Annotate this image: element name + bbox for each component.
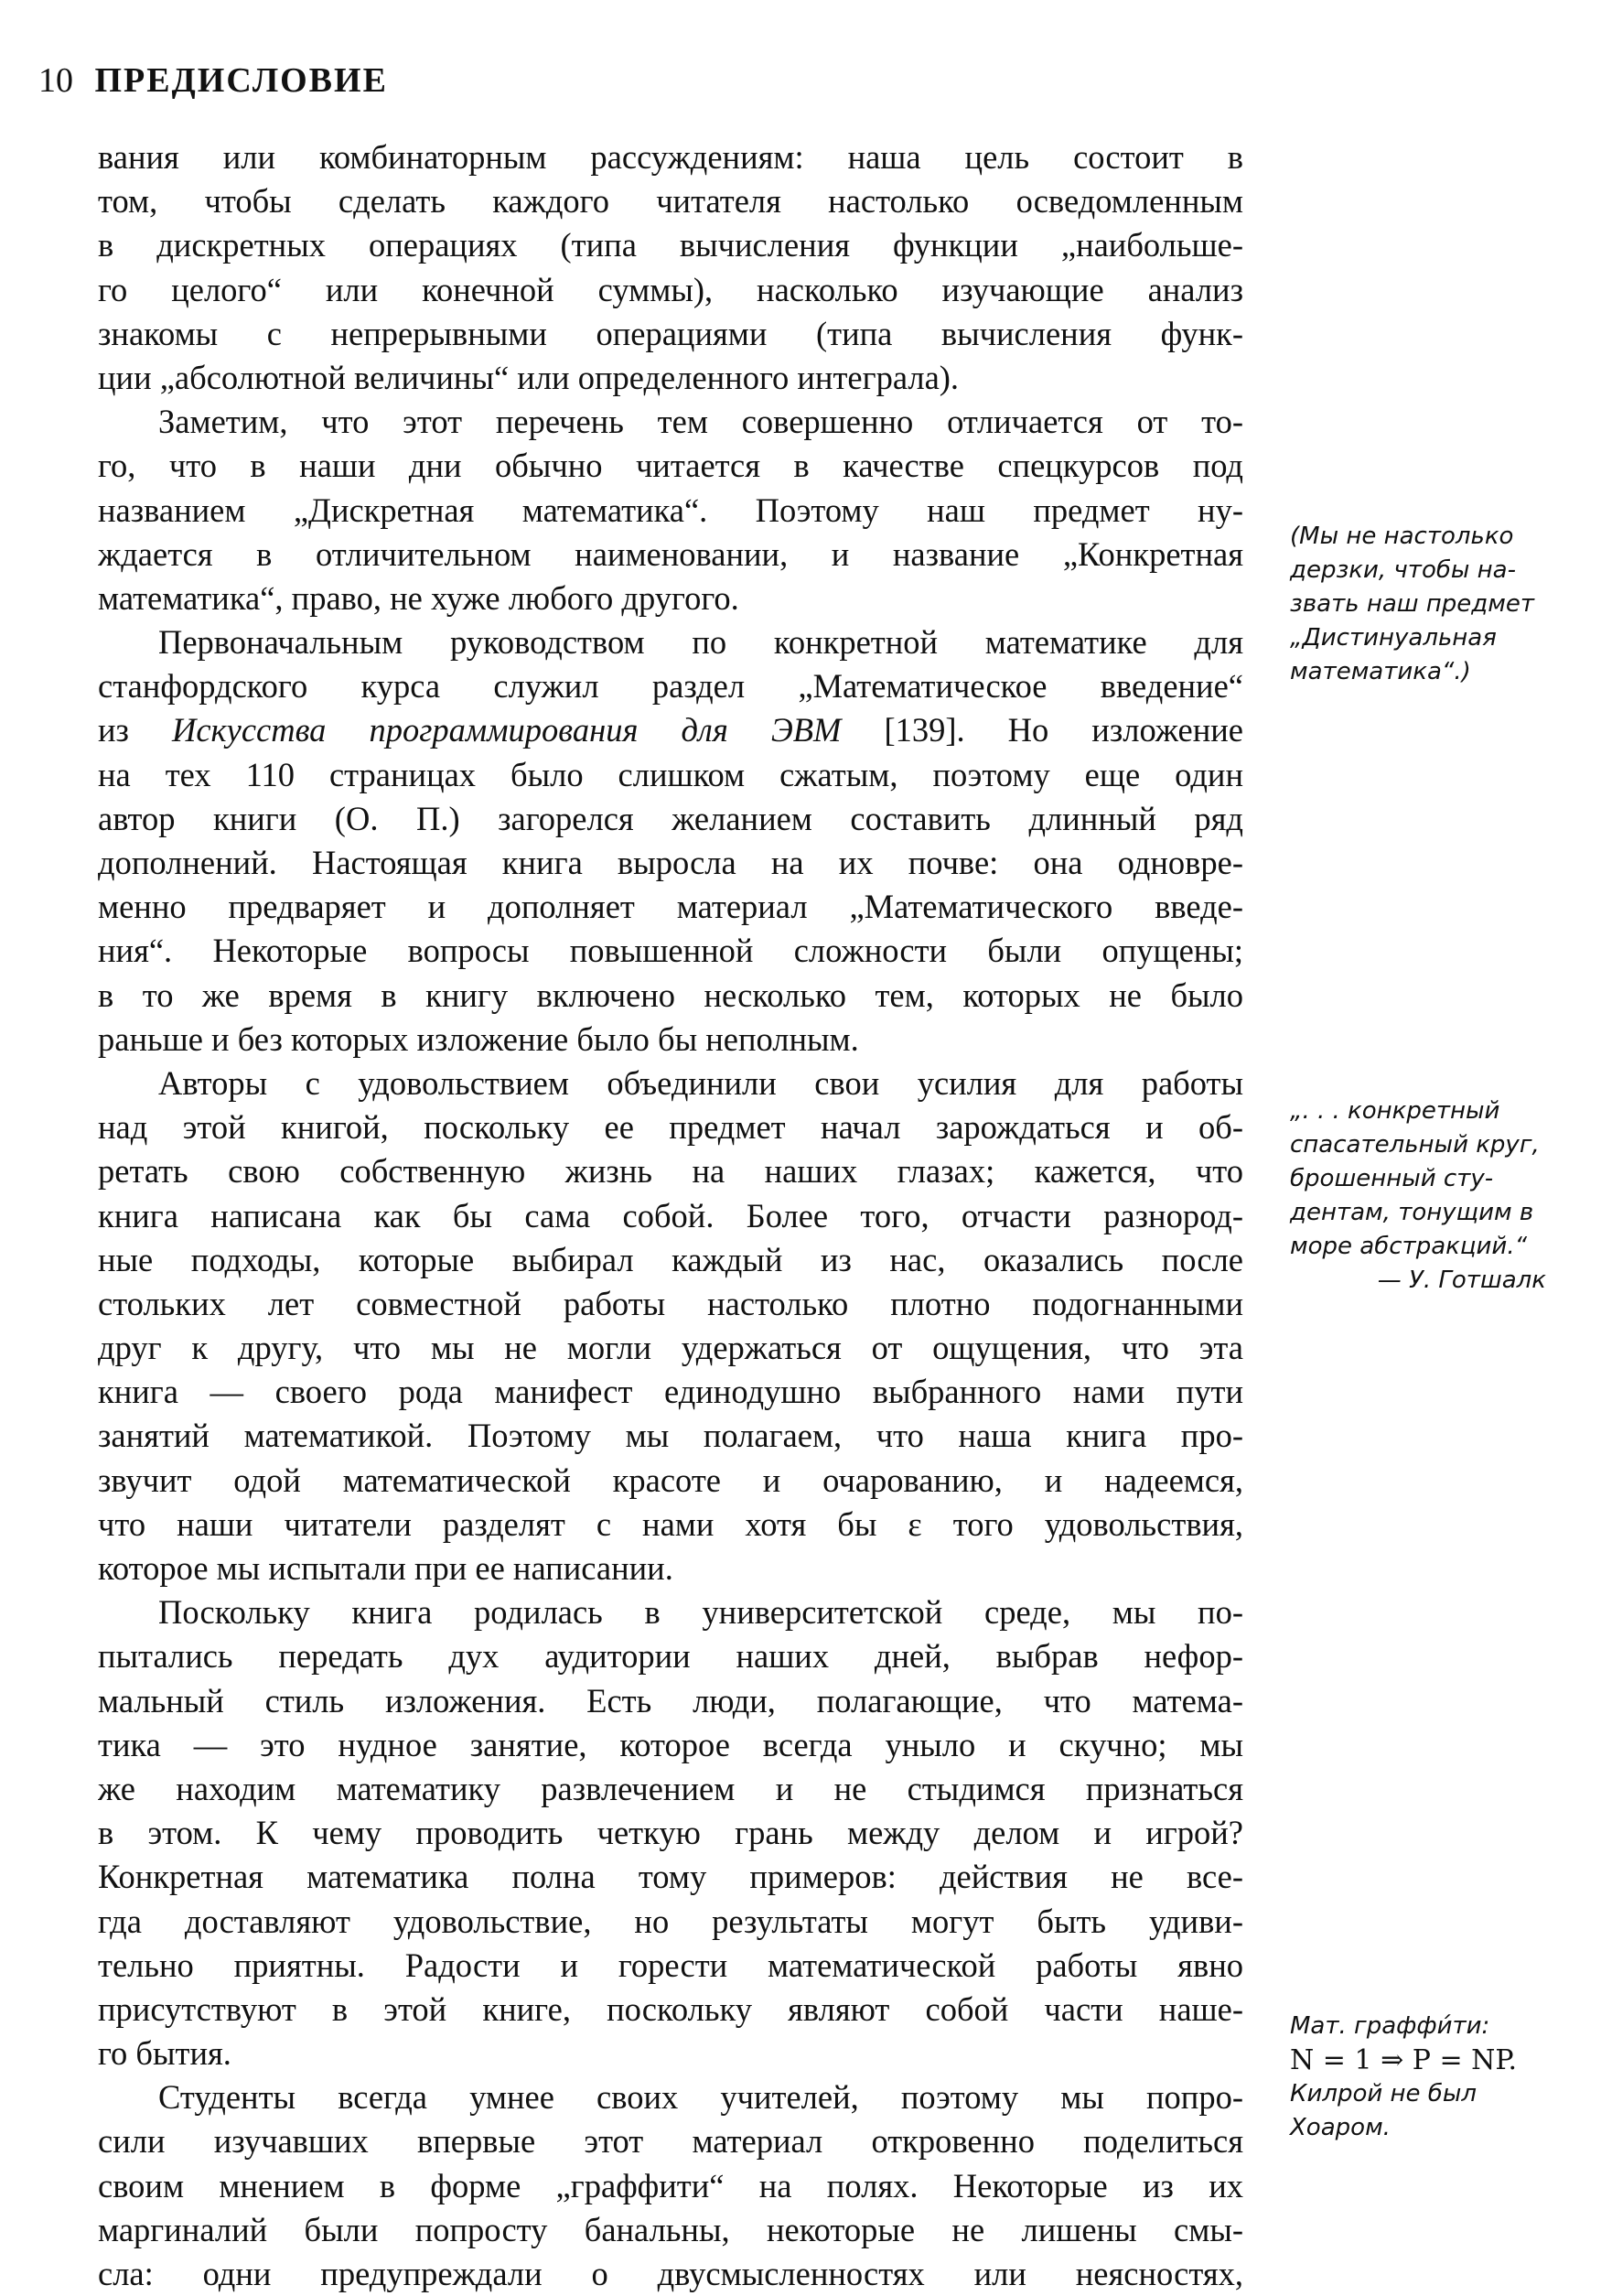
text-line: станфордского курса служил раздел „Математическое введение“ xyxy=(98,667,1243,706)
text-line: Первоначальным руководством по конкретной математике для xyxy=(158,623,1243,662)
margin-note-line: Мат. граффи́ти: xyxy=(1290,2012,1490,2040)
text-segment: из xyxy=(98,711,172,749)
text-line: книга написана как бы сама собой. Более того, отчасти разнород- xyxy=(98,1196,1243,1234)
section-title: ПРЕДИСЛОВИЕ xyxy=(94,61,388,100)
text-line: Конкретная математика полна тому примеров: действия не все- xyxy=(98,1858,1243,1896)
text-line: в этом. К чему проводить четкую грань между делом и игрой? xyxy=(98,1814,1243,1852)
text-line: присутствуют в этой книге, поскольку являют собой части наше- xyxy=(98,1989,1243,2028)
text-line: ции „абсолютной величины“ или определенного интеграла). xyxy=(98,358,960,396)
text-line: том, чтобы сделать каждого читателя настолько осведомленным xyxy=(98,182,1243,221)
text-line: Заметим, что этот перечень тем совершенно отличается от то- xyxy=(158,403,1243,441)
margin-note-line: брошенный сту- xyxy=(1290,1165,1494,1192)
text-line: книга — своего рода манифест единодушно выбранного нами пути xyxy=(98,1373,1243,1411)
text-line: го бытия. xyxy=(98,2034,231,2073)
margin-note-line: (Мы не настолько xyxy=(1290,523,1514,550)
text-line: же находим математику развлечением и не стыдимся признаться xyxy=(98,1769,1243,1807)
text-line: ретать свою собственную жизнь на наших глазах; кажется, что xyxy=(98,1152,1243,1191)
main-text xyxy=(98,135,1243,2296)
text-line: в дискретных операциях (типа вычисления функции „наибольше- xyxy=(98,226,1243,264)
text-line: Поскольку книга родилась в университетской среде, мы по- xyxy=(158,1593,1243,1632)
book-title-italic: Искусства программирования для ЭВМ xyxy=(171,711,842,749)
text-line: на тех 110 страницах было слишком сжатым, поэтому еще один xyxy=(98,755,1243,793)
text-line: менно предваряет и дополняет материал „Математического введе- xyxy=(98,888,1243,926)
text-line: что наши читатели разделят с нами хотя бы ε того удовольствия, xyxy=(98,1504,1243,1543)
margin-note-quote xyxy=(1290,1094,1583,1298)
margin-note-line: спасательный круг, xyxy=(1290,1131,1540,1159)
margin-note-line: математика“.) xyxy=(1290,658,1471,685)
margin-note-graffiti xyxy=(1290,2010,1583,2145)
margin-note-name xyxy=(1290,520,1583,689)
text-line: ния“. Некоторые вопросы повышенной сложности были опущены; xyxy=(98,932,1243,970)
text-line: вания или комбинаторным рассуждениям: наша цель состоит в xyxy=(98,138,1243,176)
text-line: знакомы с непрерывными операциями (типа вычисления функ- xyxy=(98,314,1243,352)
text-line-with-italic xyxy=(98,708,1243,752)
text-segment: [139]. Но изложение xyxy=(841,711,1243,749)
margin-note-line: „. . . конкретный xyxy=(1290,1097,1500,1125)
text-line: маргиналий были попросту банальны, некоторые не лишены смы- xyxy=(98,2210,1243,2248)
text-line: над этой книгой, поскольку ее предмет начал зарождаться и об- xyxy=(98,1108,1243,1147)
margin-note-line: Килрой не был xyxy=(1290,2080,1477,2107)
text-line: го, что в наши дни обычно читается в качестве спецкурсов под xyxy=(98,447,1243,485)
text-line: раньше и без которых изложение было бы неполным. xyxy=(98,1019,859,1058)
margin-note-line: дентам, тонущим в xyxy=(1290,1199,1534,1226)
text-line: мальный стиль изложения. Есть люди, полагающие, что матема- xyxy=(98,1681,1243,1719)
text-line: которое мы испытали при ее написании. xyxy=(98,1549,673,1587)
text-line: сили изучавших впервые этот материал откровенно поделиться xyxy=(98,2122,1243,2161)
margin-note-line: дерзки, чтобы на- xyxy=(1290,556,1516,584)
text-line: пытались передать дух аудитории наших дней, выбрав нефор- xyxy=(98,1637,1243,1676)
text-line: го целого“ или конечной суммы), насколько изучающие анализ xyxy=(98,270,1243,308)
text-line: Авторы с удовольствием объединили свои усилия для работы xyxy=(158,1063,1243,1102)
text-line: ные подходы, которые выбирал каждый из нас, оказались после xyxy=(98,1240,1243,1278)
page-number: 10 xyxy=(38,61,73,100)
running-head xyxy=(38,59,388,102)
margin-note-line: Хоаром. xyxy=(1290,2114,1391,2141)
text-line: тика — это нудное занятие, которое всегда уныло и скучно; мы xyxy=(98,1725,1243,1763)
text-line: гда доставляют удовольствие, но результаты могут быть удиви- xyxy=(98,1902,1243,1940)
text-line: названием „Дискретная математика“. Поэтому наш предмет ну- xyxy=(98,490,1243,529)
text-line: математика“, право, не хуже любого другого. xyxy=(98,578,739,617)
text-line: звучит одой математической красоте и очарованию, и надеемся, xyxy=(98,1461,1243,1499)
margin-note-line: звать наш предмет xyxy=(1290,590,1535,618)
text-line: своим мнением в форме „граффити“ на полях. Некоторые из их xyxy=(98,2166,1243,2204)
margin-note-formula: N = 1 ⇒ P = NP. xyxy=(1290,2044,1518,2076)
text-line: в то же время в книгу включено несколько тем, которых не было xyxy=(98,976,1243,1014)
text-line: ждается в отличительном наименовании, и название „Конкретная xyxy=(98,534,1243,573)
text-line: автор книги (О. П.) загорелся желанием составить длинный ряд xyxy=(98,799,1243,837)
text-line: стольких лет совместной работы настолько плотно подогнанными xyxy=(98,1284,1243,1322)
text-line: друг к другу, что мы не могли удержаться от ощущения, что эта xyxy=(98,1329,1243,1367)
margin-note-attribution: — У. Готшалк xyxy=(1377,1267,1546,1294)
margin-note-line: „Дистинуальная xyxy=(1290,624,1497,652)
text-line: тельно приятны. Радости и горести математической работы явно xyxy=(98,1946,1243,1984)
margin-note-line: море абстракций.“ xyxy=(1290,1233,1528,1260)
text-line: Студенты всегда умнее своих учителей, поэтому мы попро- xyxy=(158,2078,1243,2117)
text-line: занятий математикой. Поэтому мы полагаем, что наша книга про- xyxy=(98,1417,1243,1455)
text-line: дополнений. Настоящая книга выросла на их почве: она одновре- xyxy=(98,844,1243,881)
text-line: сла: одни предупреждали о двусмысленностях или неясностях, xyxy=(98,2255,1243,2292)
